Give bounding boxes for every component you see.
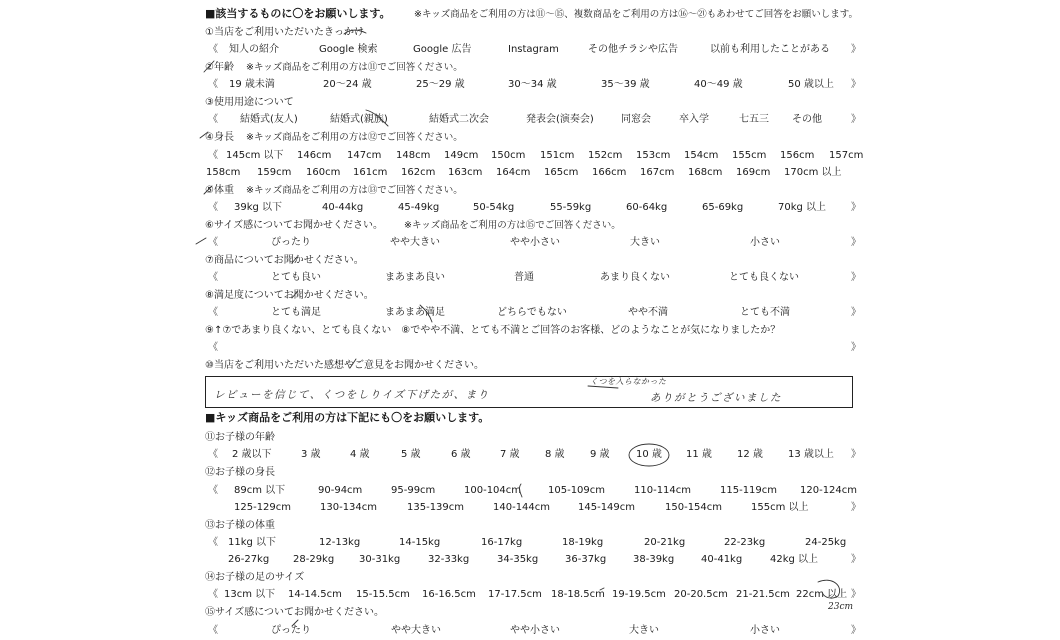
pen-stroke: [344, 30, 366, 34]
q3-option[interactable]: 結婚式(友人): [240, 114, 298, 125]
q2-option[interactable]: 25〜29 歳: [416, 79, 465, 90]
q12-option[interactable]: 145-149cm: [578, 502, 636, 513]
q5-option[interactable]: 60-64kg: [626, 202, 668, 213]
q15-label: ⑮サイズ感についてお聞かせください。: [205, 607, 384, 618]
q11-option[interactable]: 3 歳: [301, 449, 321, 460]
q4-option[interactable]: 161cm: [353, 167, 388, 178]
handwritten-insert: くつを入らなかった: [590, 377, 667, 386]
q2-note: ※キッズ商品をご利用の方は⑪でご回答ください。: [246, 62, 463, 73]
q11-option[interactable]: 4 歳: [350, 449, 370, 460]
q12-option[interactable]: 110-114cm: [634, 485, 692, 496]
bracket-open: 《: [208, 307, 218, 318]
q11-option[interactable]: 13 歳以上: [788, 449, 834, 460]
bracket-close: 》: [851, 114, 861, 125]
q7-option[interactable]: 普通: [514, 272, 534, 283]
q15-option[interactable]: やや大きい: [391, 625, 441, 636]
q14-option[interactable]: 14-14.5cm: [288, 589, 342, 600]
q12-option[interactable]: 125-129cm: [234, 502, 292, 513]
q8-option[interactable]: まあまあ満足: [385, 307, 445, 318]
q13-option[interactable]: 42kg 以上: [770, 554, 819, 565]
q4-label: ④身長: [205, 132, 234, 143]
q5-option[interactable]: 55-59kg: [550, 202, 592, 213]
q3-option[interactable]: 同窓会: [621, 114, 651, 125]
q13-option[interactable]: 12-13kg: [319, 537, 361, 548]
q4-option[interactable]: 160cm: [306, 167, 341, 178]
q14-option[interactable]: 18-18.5cm: [551, 589, 605, 600]
pen-stroke: [292, 292, 297, 298]
q6-note: ※キッズ商品をご利用の方は⑮でご回答ください。: [404, 220, 621, 231]
q11-option[interactable]: 10 歳: [636, 449, 662, 460]
q4-option[interactable]: 170cm 以上: [784, 167, 842, 178]
q13-option[interactable]: 26-27kg: [228, 554, 270, 565]
q2-option[interactable]: 40〜49 歳: [694, 79, 743, 90]
pen-stroke: [366, 110, 388, 126]
bracket-open: 《: [208, 449, 218, 460]
q1-label: ①当店をご利用いただいたきっかけ: [205, 27, 364, 38]
q12-option[interactable]: 130-134cm: [320, 502, 378, 513]
q14-option[interactable]: 13cm 以下: [224, 589, 276, 600]
q15-option[interactable]: 大きい: [629, 625, 659, 636]
q4-option[interactable]: 157cm: [829, 150, 864, 161]
bracket-open: 《: [208, 150, 218, 161]
q13-option[interactable]: 28-29kg: [293, 554, 335, 565]
q4-option[interactable]: 152cm: [588, 150, 623, 161]
bracket-close: 》: [851, 449, 861, 460]
answer-circle: [629, 444, 669, 466]
bracket-close: 》: [851, 307, 861, 318]
q2-option[interactable]: 19 歳未満: [229, 79, 275, 90]
pen-stroke: [200, 132, 208, 138]
q13-option[interactable]: 30-31kg: [359, 554, 401, 565]
q1-option[interactable]: 知人の紹介: [229, 44, 279, 55]
section-header: ■該当するものに〇をお願いします。: [205, 7, 391, 20]
bracket-close: 》: [851, 589, 861, 600]
bracket-open: 《: [208, 79, 218, 90]
pen-stroke: [420, 305, 432, 322]
q6-label: ⑥サイズ感についてお聞かせください。: [205, 220, 383, 231]
q2-label: ②年齢: [205, 62, 234, 73]
q13-option[interactable]: 40-41kg: [701, 554, 743, 565]
q7-option[interactable]: とても良くない: [729, 272, 799, 283]
q6-option[interactable]: 大きい: [630, 237, 660, 248]
bracket-open: 《: [208, 272, 218, 283]
q1-option[interactable]: Google 検索: [319, 44, 378, 55]
q13-option[interactable]: 18-19kg: [562, 537, 604, 548]
q13-option[interactable]: 36-37kg: [565, 554, 607, 565]
q8-option[interactable]: どちらでもない: [497, 307, 567, 318]
q15-option[interactable]: やや小さい: [510, 625, 560, 636]
q13-option[interactable]: 11kg 以下: [228, 537, 277, 548]
q12-label: ⑫お子様の身長: [205, 467, 275, 478]
q8-label: ⑧満足度についてお聞かせください。: [205, 290, 374, 301]
q7-option[interactable]: まあまあ良い: [385, 272, 445, 283]
q12-option[interactable]: 120-124cm: [800, 485, 858, 496]
q4-option[interactable]: 146cm: [297, 150, 332, 161]
q3-option[interactable]: 七五三: [739, 114, 769, 125]
q7-label: ⑦商品についてお聞かせください。: [205, 255, 364, 266]
q7-option[interactable]: あまり良くない: [600, 272, 670, 283]
q6-option[interactable]: 小さい: [750, 237, 780, 248]
q13-option[interactable]: 20-21kg: [644, 537, 686, 548]
q6-option[interactable]: やや大きい: [390, 237, 440, 248]
q4-option[interactable]: 166cm: [592, 167, 627, 178]
pen-stroke: [204, 186, 212, 194]
q5-label: ⑤体重: [205, 185, 234, 196]
bracket-close: 》: [851, 79, 861, 90]
q12-option[interactable]: 100-104cm: [464, 485, 522, 496]
q14-option[interactable]: 20-20.5cm: [674, 589, 728, 600]
q4-option[interactable]: 164cm: [496, 167, 531, 178]
q13-label: ⑬お子様の体重: [205, 520, 275, 531]
q8-option[interactable]: やや不満: [628, 307, 668, 318]
q13-option[interactable]: 24-25kg: [805, 537, 847, 548]
q9-label: ⑨↑⑦であまり良くない、とても良くない ⑧でやや不満、とても不満とご回答のお客様、どのようなことが気になりましたか？: [205, 325, 781, 336]
q11-option[interactable]: 12 歳: [737, 449, 763, 460]
answer-circle: [818, 580, 840, 598]
q4-option[interactable]: 169cm: [736, 167, 771, 178]
q15-option[interactable]: ぴったり: [271, 625, 311, 636]
bracket-open: 《: [208, 589, 218, 600]
pen-stroke: [292, 620, 298, 626]
handwritten-comment: レビューを信じて、くつをしりイズ下げたが、まり: [214, 389, 490, 401]
q12-option[interactable]: 150-154cm: [665, 502, 723, 513]
pen-stroke: [588, 386, 618, 388]
q2-option[interactable]: 20〜24 歳: [323, 79, 372, 90]
q4-option[interactable]: 155cm: [732, 150, 767, 161]
q14-option[interactable]: 19-19.5cm: [612, 589, 666, 600]
q5-note: ※キッズ商品をご利用の方は⑬でご回答ください。: [246, 185, 463, 196]
q7-option[interactable]: とても良い: [271, 272, 321, 283]
q14-label: ⑭お子様の足のサイズ: [205, 572, 305, 583]
q12-option[interactable]: 90-94cm: [318, 485, 363, 496]
q10-label: ⑩当店をご利用いただいた感想やご意見をお聞かせください。: [205, 360, 484, 371]
pen-stroke: [350, 359, 356, 368]
q12-option[interactable]: 115-119cm: [720, 485, 778, 496]
q14-option[interactable]: 15-15.5cm: [356, 589, 410, 600]
bracket-open: 《: [208, 114, 218, 125]
q6-option[interactable]: やや小さい: [510, 237, 560, 248]
q8-option[interactable]: とても満足: [271, 307, 321, 318]
q3-option[interactable]: 発表会(演奏会): [526, 114, 594, 125]
bracket-open: 《: [208, 625, 218, 636]
bracket-close: 》: [851, 202, 861, 213]
pen-stroke: [600, 588, 604, 590]
bracket-open: 《: [208, 237, 218, 248]
q14-option[interactable]: 22cm 以上: [796, 589, 848, 600]
handwritten-thanks: ありがとうございました: [650, 392, 782, 404]
q11-label: ⑪お子様の年齢: [205, 432, 275, 443]
q1-option[interactable]: 以前も利用したことがある: [710, 44, 830, 55]
section-header: ■キッズ商品をご利用の方は下記にも〇をお願いします。: [205, 411, 490, 424]
q5-option[interactable]: 65-69kg: [702, 202, 744, 213]
q12-option[interactable]: 140-144cm: [493, 502, 551, 513]
q5-option[interactable]: 39kg 以下: [234, 202, 283, 213]
q11-option[interactable]: 6 歳: [451, 449, 471, 460]
q13-option[interactable]: 32-33kg: [428, 554, 470, 565]
q12-option[interactable]: 95-99cm: [391, 485, 436, 496]
q4-option[interactable]: 151cm: [540, 150, 575, 161]
q5-option[interactable]: 45-49kg: [398, 202, 440, 213]
q14-option[interactable]: 16-16.5cm: [422, 589, 476, 600]
bracket-open: 《: [208, 202, 218, 213]
q3-option[interactable]: 卒入学: [679, 114, 709, 125]
q12-option[interactable]: 135-139cm: [407, 502, 465, 513]
q4-option[interactable]: 162cm: [401, 167, 436, 178]
q3-option[interactable]: その他: [792, 114, 822, 125]
q11-option[interactable]: 11 歳: [686, 449, 712, 460]
q13-option[interactable]: 22-23kg: [724, 537, 766, 548]
q13-option[interactable]: 34-35kg: [497, 554, 539, 565]
bracket-open: 《: [208, 537, 218, 548]
q12-option[interactable]: 89cm 以下: [234, 485, 286, 496]
q2-option[interactable]: 30〜34 歳: [508, 79, 557, 90]
q4-option[interactable]: 159cm: [257, 167, 292, 178]
q4-option[interactable]: 148cm: [396, 150, 431, 161]
q6-option[interactable]: ぴったり: [271, 237, 311, 248]
q1-option[interactable]: その他チラシや広告: [588, 44, 678, 55]
q11-option[interactable]: 5 歳: [401, 449, 421, 460]
q2-option[interactable]: 35〜39 歳: [601, 79, 650, 90]
q4-option[interactable]: 149cm: [444, 150, 479, 161]
q14-option[interactable]: 17-17.5cm: [488, 589, 542, 600]
q13-option[interactable]: 14-15kg: [399, 537, 441, 548]
q5-option[interactable]: 70kg 以上: [778, 202, 827, 213]
bracket-close: 》: [851, 554, 861, 565]
bracket-close: 》: [851, 625, 861, 636]
q4-option[interactable]: 150cm: [491, 150, 526, 161]
q4-note: ※キッズ商品をご利用の方は⑫でご回答ください。: [246, 132, 463, 143]
q14-option[interactable]: 21-21.5cm: [736, 589, 790, 600]
pen-stroke: [196, 238, 206, 244]
q12-option[interactable]: 105-109cm: [548, 485, 606, 496]
q4-option[interactable]: 147cm: [347, 150, 382, 161]
q4-option[interactable]: 154cm: [684, 150, 719, 161]
q5-option[interactable]: 50-54kg: [473, 202, 515, 213]
q4-option[interactable]: 163cm: [448, 167, 483, 178]
q12-option[interactable]: 155cm 以上: [751, 502, 809, 513]
q1-option[interactable]: Google 広告: [413, 44, 472, 55]
q3-option[interactable]: 結婚式二次会: [429, 114, 489, 125]
pen-stroke: [519, 484, 522, 497]
q15-option[interactable]: 小さい: [750, 625, 780, 636]
bracket-close: 》: [851, 237, 861, 248]
bracket-open: 《: [208, 485, 218, 496]
q4-option[interactable]: 167cm: [640, 167, 675, 178]
q11-option[interactable]: 8 歳: [545, 449, 565, 460]
q3-option[interactable]: 結婚式(親族): [330, 114, 388, 125]
pen-stroke: [292, 257, 297, 263]
q13-option[interactable]: 16-17kg: [481, 537, 523, 548]
section-note: ※キッズ商品をご利用の方は⑪〜⑮、複数商品をご利用の方は⑯〜㉑もあわせてご回答をお願いします。: [414, 9, 859, 20]
q4-option[interactable]: 156cm: [780, 150, 815, 161]
bracket-close: 》: [851, 502, 861, 513]
q4-option[interactable]: 168cm: [688, 167, 723, 178]
bracket-close: 》: [851, 44, 861, 55]
q4-option[interactable]: 153cm: [636, 150, 671, 161]
q8-option[interactable]: とても不満: [740, 307, 790, 318]
handwritten-size-note: 23cm: [828, 602, 854, 612]
q11-option[interactable]: 7 歳: [500, 449, 520, 460]
q11-option[interactable]: 2 歳以下: [232, 449, 272, 460]
bracket-open: 《: [208, 342, 218, 353]
q11-option[interactable]: 9 歳: [590, 449, 610, 460]
bracket-open: 《: [208, 44, 218, 55]
bracket-close: 》: [851, 342, 861, 353]
q4-option[interactable]: 165cm: [544, 167, 579, 178]
q4-option[interactable]: 145cm 以下: [226, 150, 284, 161]
q1-option[interactable]: Instagram: [508, 44, 559, 55]
q13-option[interactable]: 38-39kg: [633, 554, 675, 565]
pen-stroke: [204, 61, 214, 72]
q3-label: ③使用用途について: [205, 97, 294, 108]
q2-option[interactable]: 50 歳以上: [788, 79, 834, 90]
q4-option[interactable]: 158cm: [206, 167, 241, 178]
bracket-close: 》: [851, 272, 861, 283]
q5-option[interactable]: 40-44kg: [322, 202, 364, 213]
